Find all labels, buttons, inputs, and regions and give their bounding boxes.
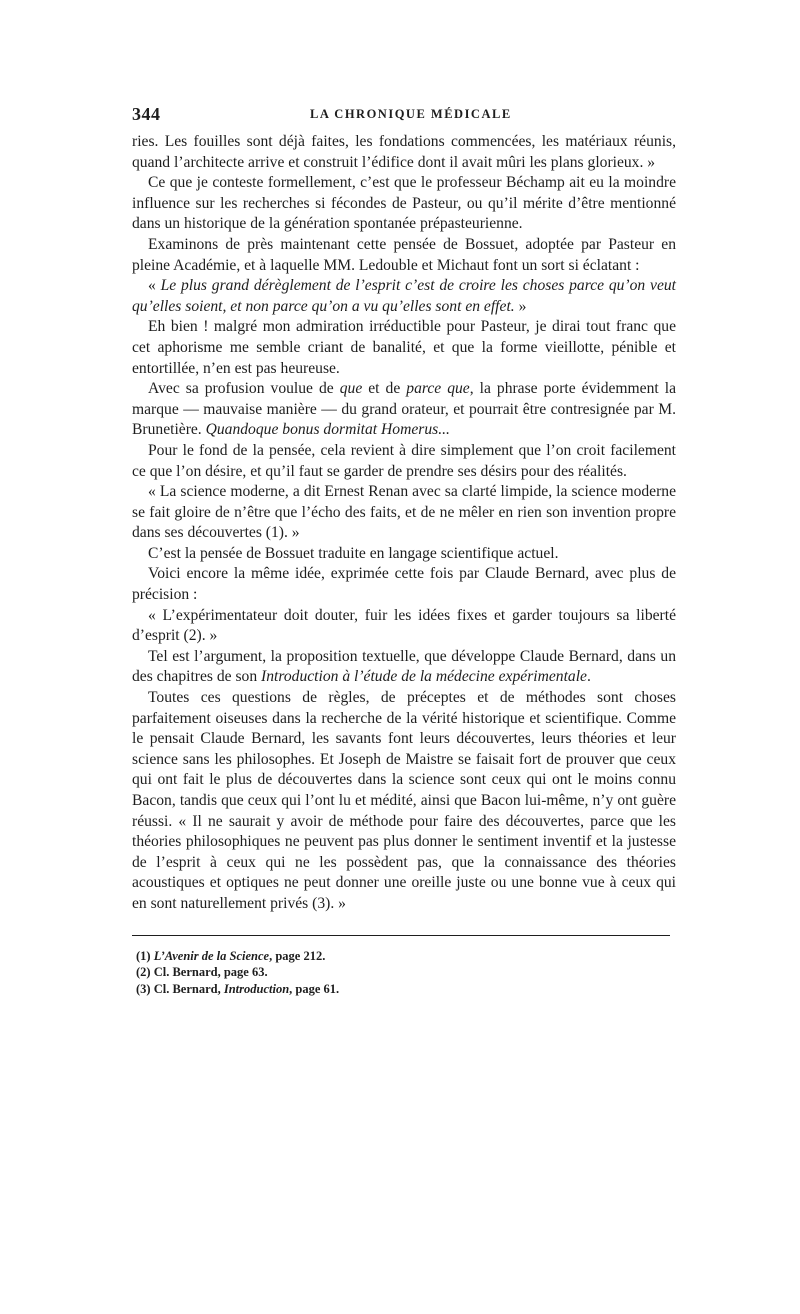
italic-text: Le plus grand dérèglement de l’esprit c’est de croire les choses parce qu’on veut qu’elles soient, et non parce qu’on a vu qu’elles sont en effet. (132, 277, 676, 315)
italic-text: L’Avenir de la Science (153, 948, 270, 963)
document-page (132, 100, 676, 997)
italic-text: que (339, 380, 363, 398)
text-run: Voici encore la même idée, exprimée cette fois par Claude Bernard, avec plus de précision : (132, 565, 676, 604)
text-run: (2) Cl. Bernard, page 63. (136, 965, 268, 980)
paragraph (132, 482, 676, 544)
paragraph (132, 379, 676, 441)
paragraph (132, 235, 676, 276)
text-run: Examinons de près maintenant cette pensée de Bossuet, adoptée par Pasteur en pleine Académie, et à laquelle MM. Ledouble et Michaut font un sort si éclatant : (132, 235, 676, 274)
paragraph (132, 132, 676, 173)
text-run: « (148, 277, 161, 295)
text-run: . (586, 668, 591, 686)
paragraph (132, 317, 676, 379)
text-run: , page 61. (289, 981, 340, 996)
paragraph (132, 173, 676, 235)
text-run: et de (362, 380, 407, 398)
text-run: , page 212. (269, 948, 326, 963)
footnote-rule (132, 935, 670, 936)
text-run: » (514, 297, 527, 315)
paragraph (132, 647, 676, 688)
text-run: (1) (136, 948, 154, 963)
italic-text: Quandoque bonus dormitat Homerus... (205, 421, 450, 439)
paragraph (132, 544, 676, 565)
text-run: Toutes ces questions de règles, de préceptes et de méthodes sont choses parfaitement oiseuses dans la recherche de la vérité historique et scientifique. Comme le pensait Claude Bernard, les savants font leurs découvertes, leurs théories et leur science sans les philosophes. Et Joseph de Maistre se faisait fort de prouver que ceux qui ont fait le plus de découvertes dans la science sont ceux qui ont le moins connu Bacon, tandis que ceux qui l’ont lu et médité, ainsi que Bacon lui-même, n’y ont guère réussi. « Il ne saurait y avoir de méthode pour faire des découvertes, parce que les théories philosophiques ne peuvent pas plus donner le sentiment inventif et la justesse de l’esprit à ceux qui ne les possèdent pas, que la connaissance des théories acoustiques et optiques ne peut donner une oreille juste ou une bonne vue à ceux qui en sont naturellement privés (3). » (132, 689, 676, 912)
footnote (136, 948, 676, 965)
italic-text: Introduction à l’étude de la médecine expérimentale (261, 668, 587, 686)
italic-text: Introduction (223, 981, 290, 996)
footnote (136, 964, 676, 981)
body-text (132, 132, 676, 915)
running-head: LA CHRONIQUE MÉDICALE (310, 107, 512, 121)
paragraph (132, 276, 676, 317)
text-run: Pour le fond de la pensée, cela revient à dire simplement que l’on croit facilement ce que l’on désire, et qu’il faut se garder de prendre ses désirs pour des réalités. (132, 441, 676, 480)
paragraph (132, 564, 676, 605)
paragraph (132, 606, 676, 647)
text-run: Eh bien ! malgré mon admiration irréductible pour Pasteur, je dirai tout franc que cet aphorisme me semble criant de banalité, et que la forme vieillotte, pénible et entortillée, n’en est pas heureuse. (132, 318, 676, 377)
footnotes (132, 948, 676, 998)
text-run: Tel est l’argument, la proposition textuelle, que développe Claude Bernard, dans un des chapitres de son (132, 647, 676, 686)
text-run: ries. Les fouilles sont déjà faites, les fondations commencées, les matériaux réunis, quand l’architecte arrive et construit l’édifice dont il avait mûri les plans glorieux. » (132, 133, 676, 171)
text-run: , la phrase porte évidemment la marque — mauvaise manière — du grand orateur, et pourrait être contresignée par M. Brunetière. (132, 380, 677, 439)
paragraph (132, 441, 676, 482)
italic-text: parce que (406, 380, 470, 398)
text-run: « L’expérimentateur doit douter, fuir les idées fixes et garder toujours sa liberté d’esprit (2). » (132, 606, 676, 645)
page-header (132, 100, 676, 132)
paragraph (132, 688, 676, 915)
text-run: (3) Cl. Bernard, (136, 981, 224, 996)
footnote (136, 981, 676, 998)
text-run: « La science moderne, a dit Ernest Renan avec sa clarté limpide, la science moderne se fait gloire de n’être que l’écho des faits, et de ne mêler en rien son invention propre dans ses découvertes (1). » (132, 483, 676, 542)
page-number: 344 (132, 104, 161, 124)
text-run: Ce que je conteste formellement, c’est que le professeur Béchamp ait eu la moindre influence sur les recherches si fécondes de Pasteur, ou qu’il mérite d’être mentionné dans un historique de la génération spontanée prépasteurienne. (132, 174, 676, 233)
text-run: Avec sa profusion voulue de (148, 380, 340, 398)
text-run: C’est la pensée de Bossuet traduite en langage scientifique actuel. (148, 544, 559, 562)
